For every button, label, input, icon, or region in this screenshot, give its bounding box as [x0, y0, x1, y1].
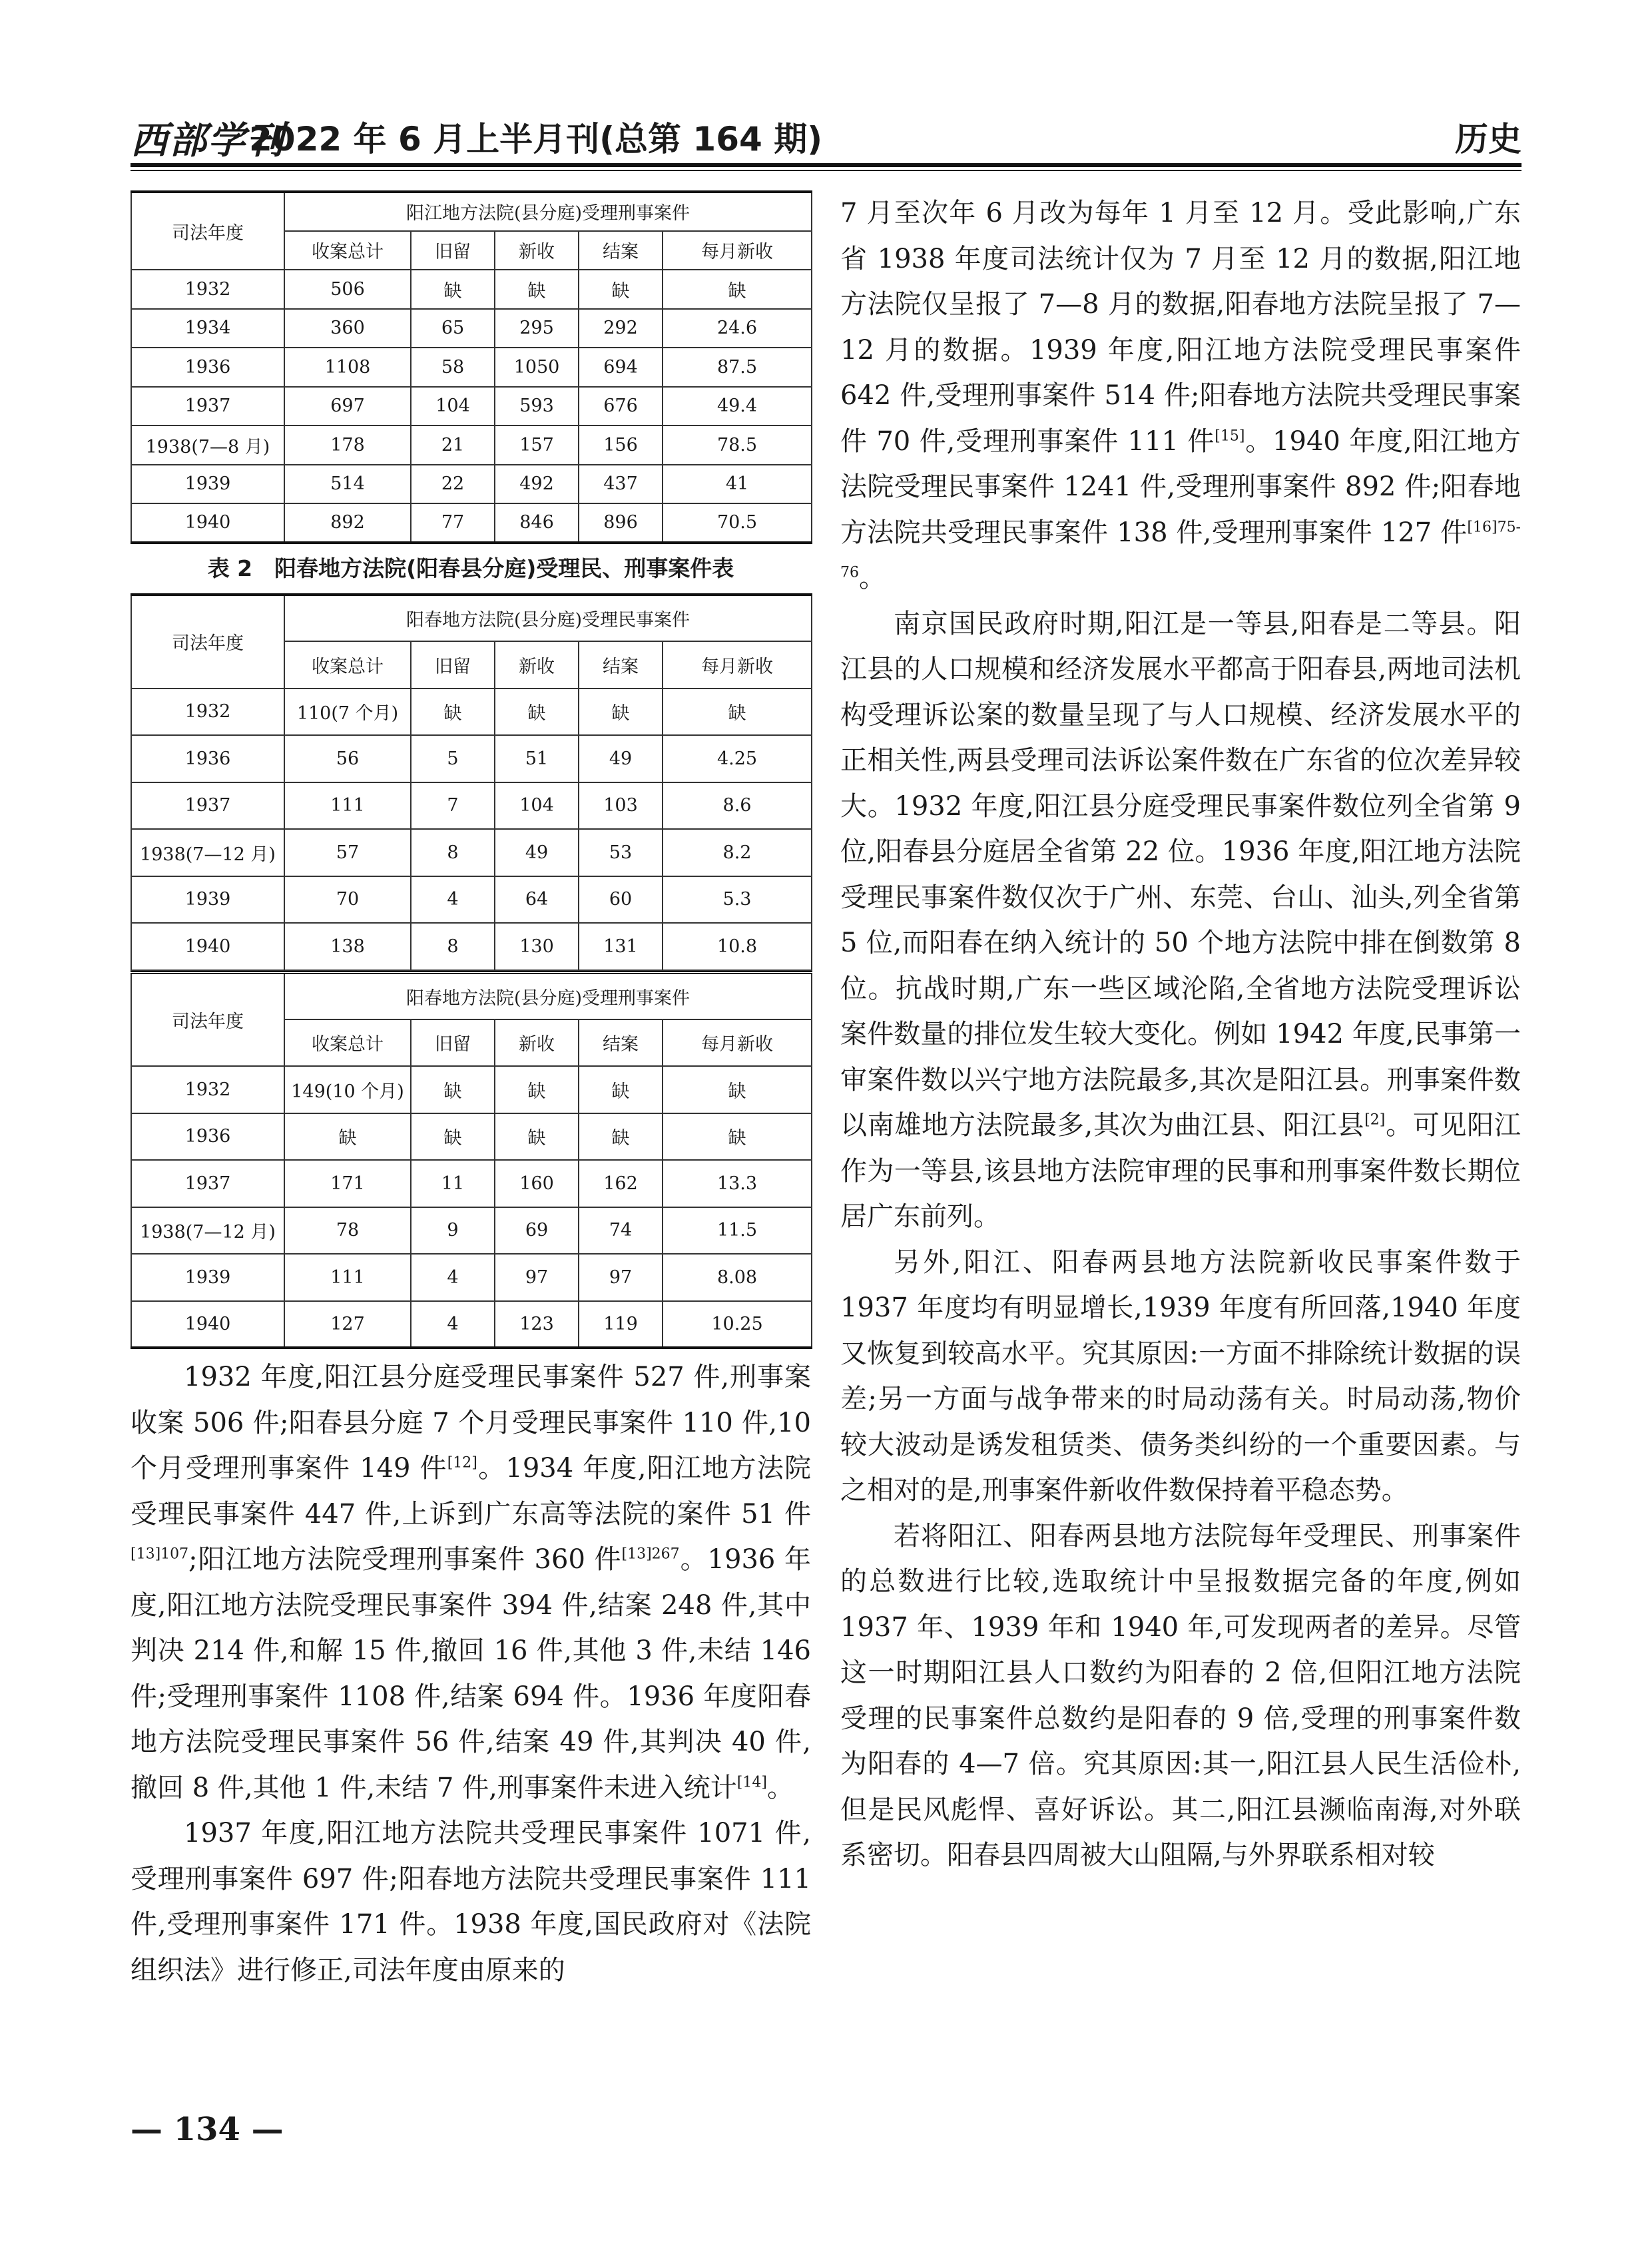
value-cell: 103 [579, 782, 663, 830]
value-cell: 11.5 [663, 1207, 812, 1255]
table-row [131, 829, 812, 876]
value-cell: 104 [411, 387, 495, 426]
col-header: 每月新收 [663, 1019, 812, 1067]
header-rule [131, 163, 1521, 167]
table-row [131, 387, 812, 426]
year-cell: 1937 [131, 387, 284, 426]
table-1-yangjiang-criminal [131, 190, 812, 544]
value-cell: 51 [495, 735, 579, 782]
value-cell: 160 [495, 1160, 579, 1207]
value-cell: 53 [579, 829, 663, 876]
year-cell: 1940 [131, 1301, 284, 1348]
year-cell: 1938(7—8 月) [131, 425, 284, 465]
value-cell: 892 [284, 503, 411, 543]
value-cell: 846 [495, 503, 579, 543]
journal-issue: 2022 年 6 月上半月刊(总第 164 期) [249, 120, 823, 158]
value-cell: 65 [411, 309, 495, 348]
table-row [131, 1254, 812, 1301]
year-cell: 1938(7—12 月) [131, 829, 284, 876]
value-cell: 5.3 [663, 876, 812, 924]
value-cell: 295 [495, 309, 579, 348]
citation: [15] [1215, 427, 1245, 445]
value-cell: 676 [579, 387, 663, 426]
col-year-header: 司法年度 [131, 595, 284, 689]
value-cell: 123 [495, 1301, 579, 1348]
value-cell: 7 [411, 782, 495, 830]
value-cell: 514 [284, 465, 411, 504]
value-cell: 24.6 [663, 309, 812, 348]
col-header: 旧留 [411, 231, 495, 270]
group-header: 阳江地方法院(县分庭)受理刑事案件 [284, 192, 812, 231]
value-cell: 64 [495, 876, 579, 924]
value-cell: 8 [411, 829, 495, 876]
value-cell: 437 [579, 465, 663, 504]
year-cell: 1940 [131, 503, 284, 543]
table-row [131, 1207, 812, 1255]
text-run: 。1936 年度,阳江地方法院受理民事案件 394 件,结案 248 件,其中判决 214 件,和解 15 件,撤回 16 件,其他 3 件,未结 146 件;受理刑事案件 1108 件,结案 694 件。1936 年度阳春地方法院受理民事案件 56 件,结案 49 件,其判决 40 件,撤回 8 件,其他 1 件,未结 7 件,刑事案件未进入统计 [131, 1544, 811, 1803]
value-cell: 131 [579, 923, 663, 970]
value-cell: 162 [579, 1160, 663, 1207]
table-row [131, 689, 812, 736]
value-cell: 4 [411, 1301, 495, 1348]
table-2-civil [131, 593, 812, 971]
year-cell: 1932 [131, 270, 284, 309]
value-cell: 缺 [495, 270, 579, 309]
col-header: 收案总计 [284, 231, 411, 270]
body-paragraph [840, 190, 1521, 601]
year-cell: 1937 [131, 782, 284, 830]
value-cell: 8.2 [663, 829, 812, 876]
col-header: 旧留 [411, 1019, 495, 1067]
value-cell: 缺 [495, 689, 579, 736]
group-header: 阳春地方法院(县分庭)受理刑事案件 [284, 972, 812, 1019]
value-cell: 593 [495, 387, 579, 426]
year-cell: 1939 [131, 465, 284, 504]
year-cell: 1939 [131, 1254, 284, 1301]
table-row [131, 270, 812, 309]
table-row [131, 1301, 812, 1348]
citation: [16]75-76 [840, 519, 1521, 581]
col-header: 结案 [579, 641, 663, 689]
table-row [131, 1160, 812, 1207]
value-cell: 22 [411, 465, 495, 504]
col-header: 旧留 [411, 641, 495, 689]
value-cell: 缺 [663, 270, 812, 309]
table-row [131, 348, 812, 387]
citation: [14] [736, 1774, 767, 1791]
value-cell: 49.4 [663, 387, 812, 426]
value-cell: 130 [495, 923, 579, 970]
header-rule-thin [131, 170, 1521, 171]
body-paragraph [131, 1354, 811, 1811]
value-cell: 60 [579, 876, 663, 924]
citation: [13]107 [131, 1545, 189, 1563]
value-cell: 178 [284, 425, 411, 465]
value-cell: 41 [663, 465, 812, 504]
col-year-header: 司法年度 [131, 192, 284, 270]
value-cell: 492 [495, 465, 579, 504]
value-cell: 49 [579, 735, 663, 782]
value-cell: 77 [411, 503, 495, 543]
value-cell: 缺 [411, 1066, 495, 1113]
value-cell: 110(7 个月) [284, 689, 411, 736]
text-run: ;阳江地方法院受理刑事案件 360 件 [188, 1544, 622, 1575]
table-body [131, 689, 812, 970]
text-run: 1937 年度,阳江地方法院共受理民事案件 1071 件,受理刑事案件 697 件;阳春地方法院共受理民事案件 111 件,受理刑事案件 171 件。1938 年度,国民政府对《法院组织法》进行修正,司法年度由原来的 [131, 1818, 811, 1986]
table-row [131, 1113, 812, 1161]
value-cell: 缺 [411, 1113, 495, 1161]
value-cell: 缺 [495, 1066, 579, 1113]
value-cell: 缺 [411, 270, 495, 309]
year-cell: 1934 [131, 309, 284, 348]
text-run: 另外,阳江、阳春两县地方法院新收民事案件数于 1937 年度均有明显增长,1939 年度有所回落,1940 年度又恢复到较高水平。究其原因:一方面不排除统计数据的误差;另一方面与战争带来的时局动荡有关。时局动荡,物价较大波动是诱发租赁类、债务类纠纷的一个重要因素。与之相对的是,刑事案件新收件数保持着平稳态势。 [840, 1247, 1521, 1506]
value-cell: 5 [411, 735, 495, 782]
value-cell: 97 [495, 1254, 579, 1301]
citation: [12] [447, 1454, 477, 1472]
value-cell: 缺 [411, 689, 495, 736]
value-cell: 4 [411, 1254, 495, 1301]
value-cell: 缺 [579, 1113, 663, 1161]
value-cell: 78.5 [663, 425, 812, 465]
year-cell: 1937 [131, 1160, 284, 1207]
col-header: 结案 [579, 1019, 663, 1067]
value-cell: 8.6 [663, 782, 812, 830]
value-cell: 缺 [663, 689, 812, 736]
value-cell: 8 [411, 923, 495, 970]
value-cell: 138 [284, 923, 411, 970]
table-row [131, 782, 812, 830]
value-cell: 58 [411, 348, 495, 387]
year-cell: 1936 [131, 348, 284, 387]
text-run: 。 [859, 563, 886, 593]
value-cell: 74 [579, 1207, 663, 1255]
value-cell: 896 [579, 503, 663, 543]
body-paragraph [131, 1811, 811, 1993]
table-body [131, 270, 812, 543]
col-header: 每月新收 [663, 641, 812, 689]
text-run: 南京国民政府时期,阳江是一等县,阳春是二等县。阳江县的人口规模和经济发展水平都高于阳春县,两地司法机构受理诉讼案的数量呈现了与人口规模、经济发展水平的正相关性,两县受理司法诉讼案件数在广东省的位次差异较大。1932 年度,阳江县分庭受理民事案件数位列全省第 9 位,阳春县分庭居全省第 22 位。1936 年度,阳江地方法院受理民事案件数仅次于广州、东莞、台山、汕头,列全省第 5 位,而阳春在纳入统计的 50 个地方法院中排在倒数第 8 位。抗战时期,广东一些区域沦陷,全省地方法院受理诉讼案件数量的排位发生较大变化。例如 1942 年度,民事第一审案件数以兴宁地方法院最多,其次是阳江县。刑事案件数以南雄地方法院最多,其次为曲江县、阳江县 [840, 608, 1521, 1141]
value-cell: 57 [284, 829, 411, 876]
year-cell: 1932 [131, 1066, 284, 1113]
value-cell: 506 [284, 270, 411, 309]
body-paragraph [840, 601, 1521, 1240]
table-row [131, 503, 812, 543]
col-header: 收案总计 [284, 1019, 411, 1067]
value-cell: 119 [579, 1301, 663, 1348]
table-row [131, 309, 812, 348]
citation: [2] [1364, 1111, 1386, 1129]
section-name: 历史 [1455, 120, 1521, 158]
value-cell: 10.25 [663, 1301, 812, 1348]
citation: [13]267 [621, 1545, 680, 1563]
text-run: 7 月至次年 6 月改为每年 1 月至 12 月。受此影响,广东省 1938 年度司法统计仅为 7 月至 12 月的数据,阳江地方法院仅呈报了 7—8 月的数据,阳春地方法院呈报了 7—12 月的数据。1939 年度,阳江地方法院受理民事案件 642 件,受理刑事案件 514 件;阳春地方法院共受理民事案件 70 件,受理刑事案件 111 件 [840, 198, 1521, 457]
value-cell: 360 [284, 309, 411, 348]
year-cell: 1936 [131, 1113, 284, 1161]
group-header: 阳春地方法院(县分庭)受理民事案件 [284, 595, 812, 642]
value-cell: 缺 [495, 1113, 579, 1161]
col-header: 每月新收 [663, 231, 812, 270]
journal-logo: 西部学刊 [131, 119, 285, 162]
value-cell: 缺 [579, 1066, 663, 1113]
value-cell: 97 [579, 1254, 663, 1301]
year-cell: 1939 [131, 876, 284, 924]
body-paragraph [840, 1240, 1521, 1514]
col-header: 新收 [495, 641, 579, 689]
value-cell: 697 [284, 387, 411, 426]
value-cell: 171 [284, 1160, 411, 1207]
value-cell: 149(10 个月) [284, 1066, 411, 1113]
value-cell: 9 [411, 1207, 495, 1255]
value-cell: 缺 [579, 689, 663, 736]
text-run: 。 [766, 1772, 794, 1803]
value-cell: 4 [411, 876, 495, 924]
value-cell: 157 [495, 425, 579, 465]
value-cell: 11 [411, 1160, 495, 1207]
value-cell: 21 [411, 425, 495, 465]
value-cell: 87.5 [663, 348, 812, 387]
col-header: 收案总计 [284, 641, 411, 689]
value-cell: 1050 [495, 348, 579, 387]
text-run: 。可见阳江作为一等县,该县地方法院审理的民事和刑事案件数长期位居广东前列。 [840, 1110, 1521, 1232]
table-row [131, 465, 812, 504]
col-header: 新收 [495, 231, 579, 270]
right-column [840, 190, 1521, 1878]
year-cell: 1936 [131, 735, 284, 782]
col-year-header: 司法年度 [131, 972, 284, 1066]
text-run: 。1940 年度,阳江地方法院受理民事案件 1241 件,受理刑事案件 892 件;阳春地方法院共受理民事案件 138 件,受理刑事案件 127 件 [840, 425, 1521, 548]
value-cell: 127 [284, 1301, 411, 1348]
value-cell: 缺 [579, 270, 663, 309]
value-cell: 69 [495, 1207, 579, 1255]
table-row [131, 1066, 812, 1113]
value-cell: 缺 [284, 1113, 411, 1161]
value-cell: 4.25 [663, 735, 812, 782]
table-row [131, 923, 812, 970]
value-cell: 292 [579, 309, 663, 348]
table-row [131, 735, 812, 782]
page-number: — 134 — [131, 2111, 284, 2148]
text-run: 1932 年度,阳江县分庭受理民事案件 527 件,刑事案收案 506 件;阳春县分庭 7 个月受理民事案件 110 件,10 个月受理刑事案件 149 件 [131, 1362, 811, 1484]
body-paragraph [840, 1514, 1521, 1878]
value-cell: 111 [284, 1254, 411, 1301]
page-header [131, 103, 1521, 163]
value-cell: 缺 [663, 1113, 812, 1161]
left-column [131, 190, 811, 1993]
table-row [131, 425, 812, 465]
value-cell: 694 [579, 348, 663, 387]
value-cell: 8.08 [663, 1254, 812, 1301]
text-run: 若将阳江、阳春两县地方法院每年受理民、刑事案件的总数进行比较,选取统计中呈报数据完备的年度,例如 1937 年、1939 年和 1940 年,可发现两者的差异。尽管这一时期阳江县人口数约为阳春的 2 倍,但阳江地方法院受理的民事案件总数约是阳春的 9 倍,受理的刑事案件数为阳春的 4—7 倍。究其原因:其一,阳江县人民生活俭朴,但是民风彪悍、喜好诉讼。其二,阳江县濒临南海,对外联系密切。阳春县四周被大山阻隔,与外界联系相对较 [840, 1520, 1521, 1870]
year-cell: 1938(7—12 月) [131, 1207, 284, 1255]
value-cell: 111 [284, 782, 411, 830]
col-header: 结案 [579, 231, 663, 270]
value-cell: 78 [284, 1207, 411, 1255]
year-cell: 1932 [131, 689, 284, 736]
table-row [131, 876, 812, 924]
table-body [131, 1066, 812, 1348]
value-cell: 104 [495, 782, 579, 830]
text-run: 。1934 年度,阳江地方法院受理民事案件 447 件,上诉到广东高等法院的案件 51 件 [131, 1453, 811, 1530]
table-2-caption: 表 2 阳春地方法院(阳春县分庭)受理民、刑事案件表 [207, 555, 734, 581]
value-cell: 13.3 [663, 1160, 812, 1207]
value-cell: 56 [284, 735, 411, 782]
col-header: 新收 [495, 1019, 579, 1067]
table-2-criminal [131, 971, 812, 1350]
year-cell: 1940 [131, 923, 284, 970]
value-cell: 1108 [284, 348, 411, 387]
value-cell: 缺 [663, 1066, 812, 1113]
value-cell: 70.5 [663, 503, 812, 543]
value-cell: 70 [284, 876, 411, 924]
value-cell: 156 [579, 425, 663, 465]
value-cell: 10.8 [663, 923, 812, 970]
value-cell: 49 [495, 829, 579, 876]
